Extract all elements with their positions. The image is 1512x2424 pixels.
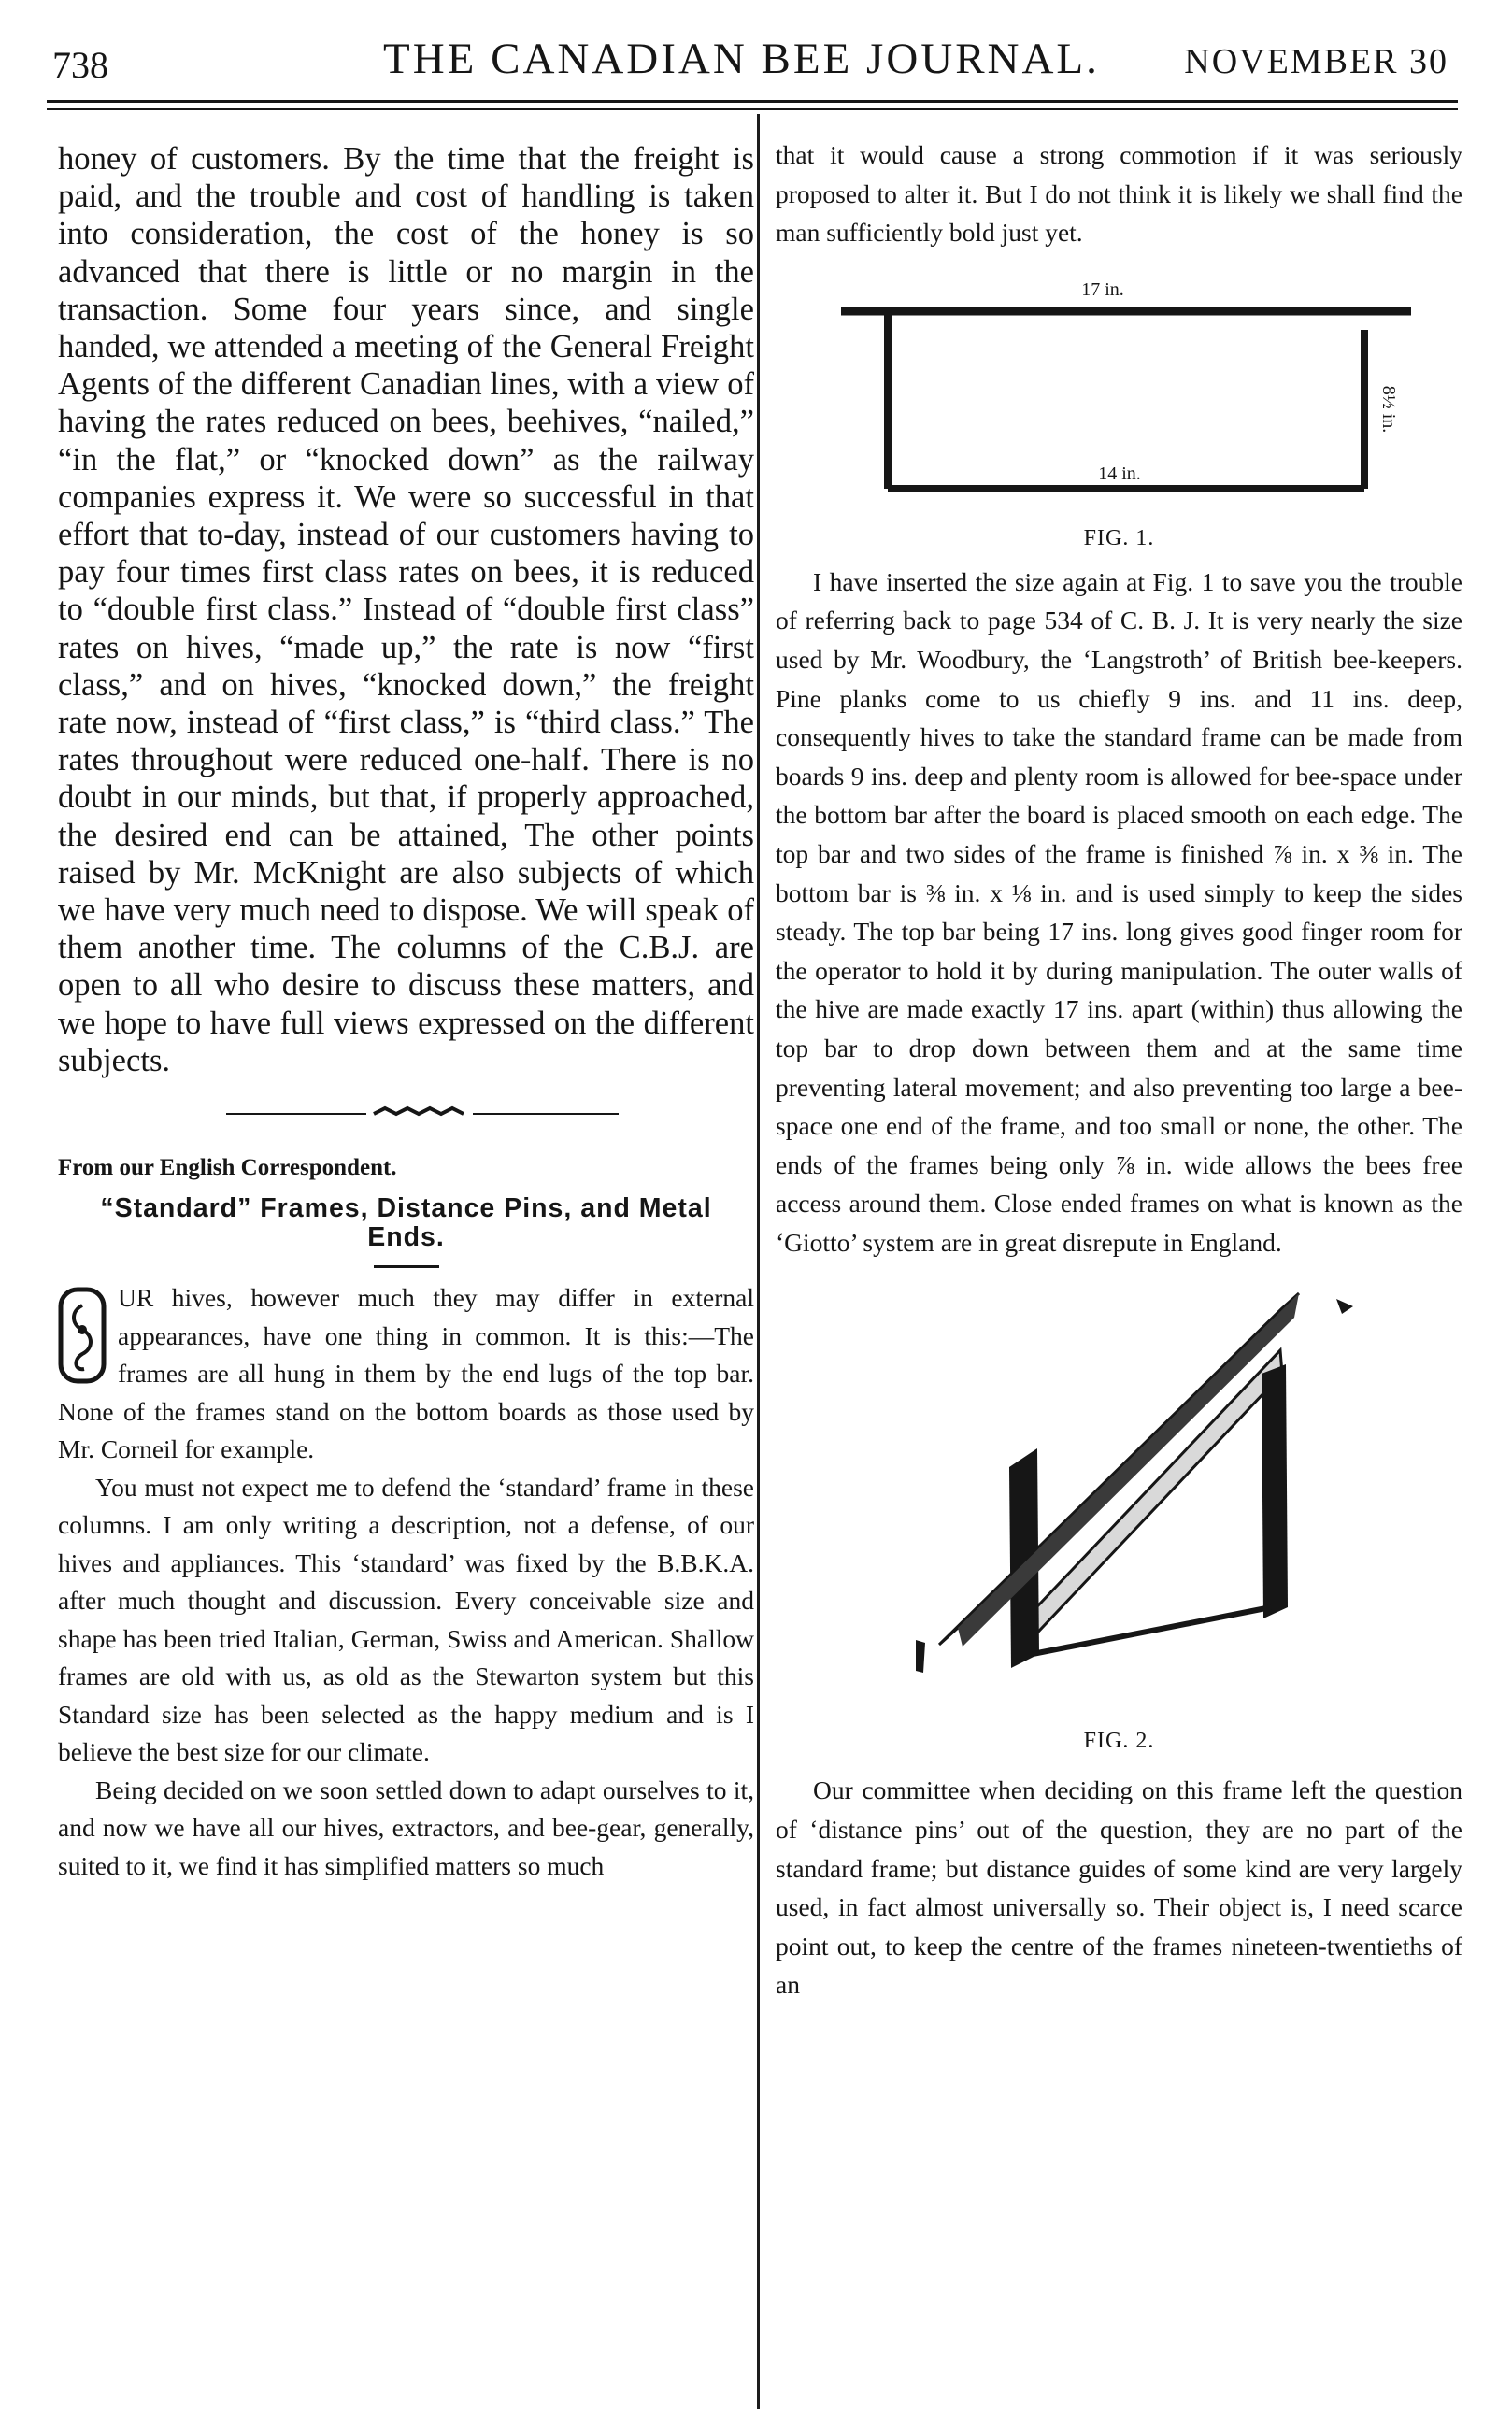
header-rule xyxy=(47,100,1458,103)
article-paragraph-2: You must not expect me to defend the ‘standard’ frame in these columns. I am only writing a description, not a defense, of our hives and appliances. This ‘standard’ was fixed by the B.B.K.A. after much thought and discussion. Every conceivable size and shape has been tried Italian, German, Swiss and American. Shallow frames are old with us, as old as the Stewarton system but this Standard size has been selected as the happy medium and is I believe the best size for our climate. xyxy=(58,1472,754,1767)
article-title: “Standard” Frames, Distance Pins, and Metal Ends. xyxy=(100,1193,712,1253)
fig1-top-label: 17 in. xyxy=(1081,278,1124,300)
title-rule xyxy=(374,1265,439,1268)
issue-date: NOVEMBER 30 xyxy=(1184,42,1448,81)
figure-2-frame-illustration xyxy=(776,1280,1462,1719)
right-paragraph-2: I have inserted the size again at Fig. 1 to save you the trouble of referring back to page 534 of C. B. J. It is very nearly the size used by Mr. Woodbury, the ‘Langstroth’ of British bee-keepers. Pine planks come to us chiefly 9 ins. and 11 ins. deep, consequently hives to take the standard frame can be made from boards 9 ins. deep and plenty room is allowed for bee-space under the bottom bar after the board is placed smooth on each edge. The top bar and two sides of the frame is finished ⅞ in. x ⅜ in. The bottom bar is ⅜ in. x ⅛ in. and is used simply to keep the sides steady. The top bar being 17 ins. long gives good finger room for the operator to hold it by during manipulation. The outer walls of the hive are made exactly 17 ins. apart (within) thus allowing the top bar to drop down between them and at the same time preventing lateral movement; and also preventing too large a bee-space one end of the frame, and too small or none, the other. The ends of the frames being only ⅞ in. wide allows the bees free access around them. Close ended frames on what is known as the ‘Giotto’ system are in great disrepute in England. xyxy=(776,566,1462,1257)
continued-paragraph: honey of customers. By the time that the freight is paid, and the trouble and cost of handling is taken into consideration, the cost of the honey is so advanced that there is little or no margin in the transaction. Some four years since, and single handed, we attended a meeting of the General Freight Agents of the different Canadian lines, with a view of having the rates reduced on bees, beehives, “nailed,” “in the flat,” or “knocked down” as the railway companies express it. We were so successful in that effort that to-day, instead of our customers having to pay four times first class rates on bees, it is reduced to “double first class.” Instead of “double first class” rates on hives, “made up,” the rate is now “first class,” and on hives, “knocked down,” the freight rate now, instead of “first class,” is “third class.” The rates throughout were reduced one-half. There is no doubt in our minds, but that, if properly approached, the desired end can be attained, The other points raised by Mr. McKnight are also subjects of which we have very much need to dispose. We will speak of them another time. The columns of the C.B.J. are open to all who desire to discuss these matters, and we hope to have full views expressed on the different subjects. xyxy=(58,141,754,1078)
drop-cap-o-ornament xyxy=(58,1287,107,1384)
header-rule-double xyxy=(47,108,1458,110)
article-paragraph-3: Being decided on we soon settled down to adapt ourselves to it, and now we have all our hives, extractors, and bee-gear, generally, suited to it, we find it has simplified matters so much xyxy=(58,1775,754,1880)
page-number: 738 xyxy=(52,44,108,86)
journal-title: THE CANADIAN BEE JOURNAL. xyxy=(383,35,1100,83)
figure-1-caption: FIG. 1. xyxy=(1083,525,1155,550)
fig1-side-label: 8½ in. xyxy=(1378,385,1399,434)
right-column xyxy=(776,135,1462,2004)
right-paragraph-3: Our committee when deciding on this frame left the question of ‘distance pins’ out of the question, they are no part of the standard frame; but distance guides of some kind are very largely used, in fact almost universally so. Their object is, I need scarce point out, to keep the centre of the frames nineteen-twentieths of an xyxy=(776,1775,1462,2000)
correspondent-line: From our English Correspondent. xyxy=(58,1155,397,1181)
fig1-bottom-label: 14 in. xyxy=(1098,463,1141,484)
page-header xyxy=(47,28,1458,93)
section-ornament xyxy=(226,1105,619,1122)
right-paragraph-1: that it would cause a strong commotion if it was seriously proposed to alter it. But I do not think it is likely we shall find the man sufficiently bold just yet. xyxy=(776,140,1462,248)
column-divider xyxy=(757,114,760,2409)
left-column xyxy=(58,140,754,1885)
figure-1-frame-diagram xyxy=(776,269,1462,526)
article-paragraph-1: UR hives, however much they may differ in external appearances, have one thing in common. It is this:—The frames are all hung in them by the end lugs of the top bar. None of the frames stand on the bottom boards as those used by Mr. Corneil for example. xyxy=(58,1283,754,1464)
figure-2-caption: FIG. 2. xyxy=(1083,1729,1155,1754)
